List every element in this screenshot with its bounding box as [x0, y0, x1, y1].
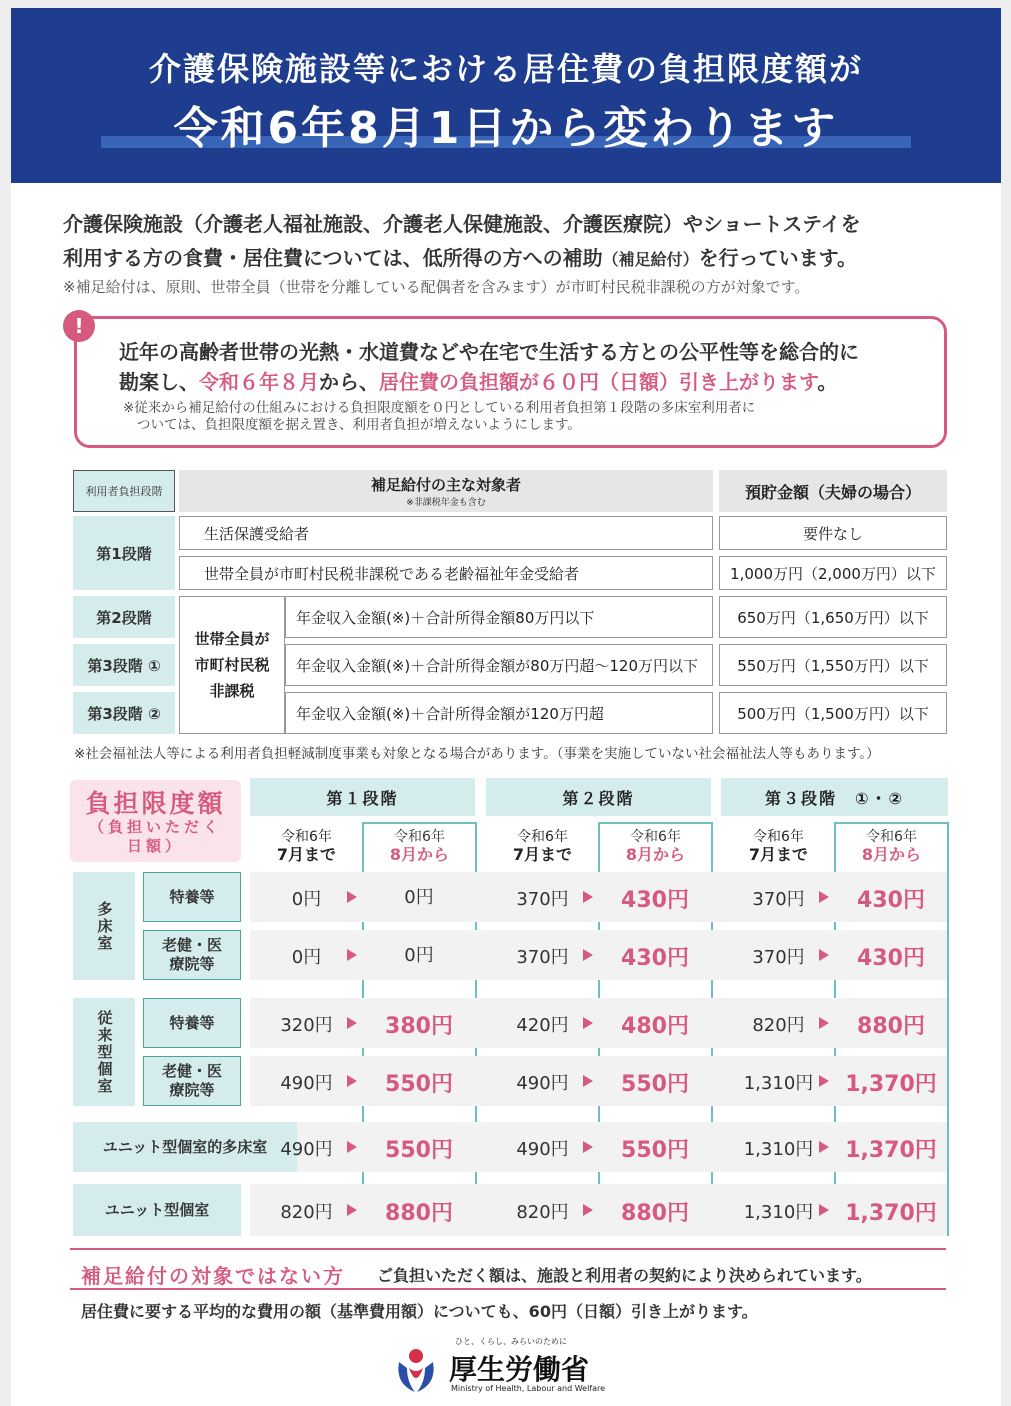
stage3a-text: 年金収入金額(※)＋合計所得金額が80万円超～120万円以下	[285, 644, 713, 686]
value-after: 0円	[404, 945, 434, 966]
value-before: 1,310円	[743, 1139, 814, 1160]
arrow-right-icon	[583, 949, 593, 961]
non-eligible-label: 補足給付の対象ではない方	[81, 1264, 345, 1288]
row-label-roken-private: 老健・医療院等	[143, 1056, 241, 1106]
col-stage-header: 利用者負担段階	[73, 470, 175, 512]
arrow-right-icon	[819, 1141, 829, 1153]
stage1-after-head: 令和6年 8月から	[389, 829, 450, 864]
stage3b-label: 第3段階 ②	[73, 692, 175, 734]
arrow-right-icon	[583, 1017, 593, 1029]
row-label-unit-multi: ユニット型個室的多床室	[73, 1122, 297, 1172]
page	[11, 8, 1001, 1406]
stage1-label: 第1段階	[73, 516, 175, 590]
value-after: 550円	[621, 1138, 689, 1163]
logo-tagline: ひと、くらし、みらいのために	[455, 1337, 567, 1346]
col-target-header: 補足給付の主な対象者 ※非課税年金も含む	[179, 470, 713, 512]
value-after: 380円	[385, 1014, 453, 1039]
alert-note1: ※従来から補足給付の仕組みにおける負担限度額を０円としている利用者負担第１段階の多床室利用者に	[123, 400, 756, 416]
value-after: 430円	[857, 888, 925, 913]
arrow-right-icon	[347, 1204, 357, 1216]
stage1a-amount: 要件なし	[719, 516, 947, 550]
arrow-right-icon	[583, 891, 593, 903]
stage1b-amount: 1,000万円（2,000万円）以下	[719, 556, 947, 590]
stage3b-text: 年金収入金額(※)＋合計所得金額が120万円超	[285, 692, 713, 734]
stage2-text: 年金収入金額(※)＋合計所得金額80万円以下	[285, 596, 713, 638]
value-before: 370円	[752, 947, 805, 968]
arrow-right-icon	[583, 1141, 593, 1153]
stage2-amount: 650万円（1,650万円）以下	[719, 596, 947, 638]
exclamation-icon: !	[63, 310, 95, 342]
value-after: 550円	[385, 1138, 453, 1163]
value-after: 1,370円	[845, 1138, 937, 1163]
value-after: 1,370円	[845, 1072, 937, 1097]
stage2-before-head: 令和6年 7月まで	[512, 829, 573, 864]
arrow-right-icon	[819, 1204, 829, 1216]
non-eligible-text: ご負担いただく額は、施設と利用者の契約により決められています。	[377, 1266, 872, 1285]
intro-note: ※補足給付は、原則、世帯全員（世帯を分離している配偶者を含みます）が市町村民税非課税の方が対象です。	[63, 278, 810, 296]
stage3-before-head: 令和6年 7月まで	[748, 829, 809, 864]
value-before: 490円	[280, 1139, 333, 1160]
value-after: 0円	[404, 887, 434, 908]
stage1b-text: 世帯全員が市町村民税非課税である老齢福祉年金受給者	[179, 556, 713, 590]
value-before: 370円	[752, 889, 805, 910]
value-before: 820円	[752, 1015, 805, 1036]
divider-top	[70, 1248, 946, 1250]
value-before: 1,310円	[743, 1073, 814, 1094]
value-before: 490円	[516, 1139, 569, 1160]
stage3a-amount: 550万円（1,550万円）以下	[719, 644, 947, 686]
row-label-unit-private: ユニット型個室	[73, 1184, 241, 1236]
stage1a-text: 生活保護受給者	[179, 516, 713, 550]
non-taxable-group-label: 世帯全員が市町村民税非課税	[179, 596, 285, 734]
alert-note2: ついては、負担限度額を据え置き、利用者負担が増えないようにします。	[137, 417, 581, 433]
stage3a-label: 第3段階 ①	[73, 644, 175, 686]
private-room-group-label: 従来型個室	[73, 998, 135, 1106]
value-after: 1,370円	[845, 1201, 937, 1226]
value-after: 880円	[857, 1014, 925, 1039]
row-label-tokuyo-private: 特養等	[143, 998, 241, 1048]
value-after: 430円	[621, 888, 689, 913]
arrow-right-icon	[347, 1017, 357, 1029]
arrow-right-icon	[347, 891, 357, 903]
limits-stage2-head: 第２段階	[486, 778, 711, 816]
mhlw-logo	[393, 1336, 623, 1396]
arrow-right-icon	[347, 1075, 357, 1087]
header-banner	[11, 8, 1001, 183]
value-after: 550円	[385, 1072, 453, 1097]
intro-line1: 介護保険施設（介護老人福祉施設、介護老人保健施設、介護医療院）やショートステイを	[63, 212, 861, 236]
stage2-after-head: 令和6年 8月から	[625, 829, 686, 864]
header-title-line1: 介護保険施設等における居住費の負担限度額が	[148, 50, 863, 88]
stage3-after-head: 令和6年 8月から	[861, 829, 922, 864]
col-savings-header: 預貯金額（夫婦の場合）	[719, 470, 947, 512]
limits-stage3-head: 第３段階 ①・②	[721, 778, 948, 816]
stage1-before-head: 令和6年 7月まで	[276, 829, 337, 864]
value-after: 430円	[621, 946, 689, 971]
arrow-right-icon	[583, 1075, 593, 1087]
divider-bottom	[70, 1288, 946, 1290]
value-before: 370円	[516, 889, 569, 910]
value-after: 480円	[621, 1014, 689, 1039]
arrow-right-icon	[819, 949, 829, 961]
alert-line2: 勘案し、令和６年８月から、居住費の負担額が６０円（日額）引き上がります。	[119, 370, 838, 394]
multi-bed-group-label: 多床室	[73, 872, 135, 980]
limits-title-box	[70, 780, 241, 862]
logo-english: Ministry of Health, Labour and Welfare	[451, 1384, 606, 1393]
row-label-roken-multi: 老健・医療院等	[143, 930, 241, 980]
value-before: 820円	[516, 1202, 569, 1223]
value-before: 0円	[291, 947, 322, 968]
standard-cost-note: 居住費に要する平均的な費用の額（基準費用額）についても、60円（日額）引き上がります。	[81, 1302, 758, 1321]
arrow-right-icon	[583, 1204, 593, 1216]
limits-stage1-head: 第１段階	[250, 778, 475, 816]
arrow-right-icon	[819, 1075, 829, 1087]
value-before: 320円	[280, 1015, 333, 1036]
value-before: 490円	[516, 1073, 569, 1094]
logo-name: 厚生労働省	[449, 1353, 590, 1386]
header-title-line2: 令和6年8月1日から変わります	[173, 103, 839, 154]
mhlw-emblem-icon	[393, 1342, 439, 1394]
value-after: 550円	[621, 1072, 689, 1097]
arrow-right-icon	[819, 1017, 829, 1029]
limits-subtitle: （負担いただく 日額）	[88, 818, 222, 855]
value-before: 0円	[291, 889, 322, 910]
alert-line1: 近年の高齢者世帯の光熱・水道費などや在宅で生活する方との公平性等を総合的に	[119, 340, 859, 364]
value-before: 490円	[280, 1073, 333, 1094]
value-before: 820円	[280, 1202, 333, 1223]
arrow-right-icon	[347, 949, 357, 961]
value-after: 430円	[857, 946, 925, 971]
row-label-tokuyo-multi: 特養等	[143, 872, 241, 922]
stage3b-amount: 500万円（1,500万円）以下	[719, 692, 947, 734]
stage2-label: 第2段階	[73, 596, 175, 638]
value-before: 420円	[516, 1015, 569, 1036]
arrow-right-icon	[347, 1141, 357, 1153]
value-before: 1,310円	[743, 1202, 814, 1223]
value-before: 370円	[516, 947, 569, 968]
eligibility-footnote: ※社会福祉法人等による利用者負担軽減制度事業も対象となる場合があります。（事業を実施していない社会福祉法人等もあります。）	[74, 746, 880, 762]
arrow-right-icon	[819, 891, 829, 903]
value-after: 880円	[385, 1201, 453, 1226]
limits-title: 負担限度額	[85, 789, 226, 818]
value-after: 880円	[621, 1201, 689, 1226]
intro-line2: 利用する方の食費・居住費については、低所得の方への補助（補足給付）を行っています。	[63, 246, 858, 270]
